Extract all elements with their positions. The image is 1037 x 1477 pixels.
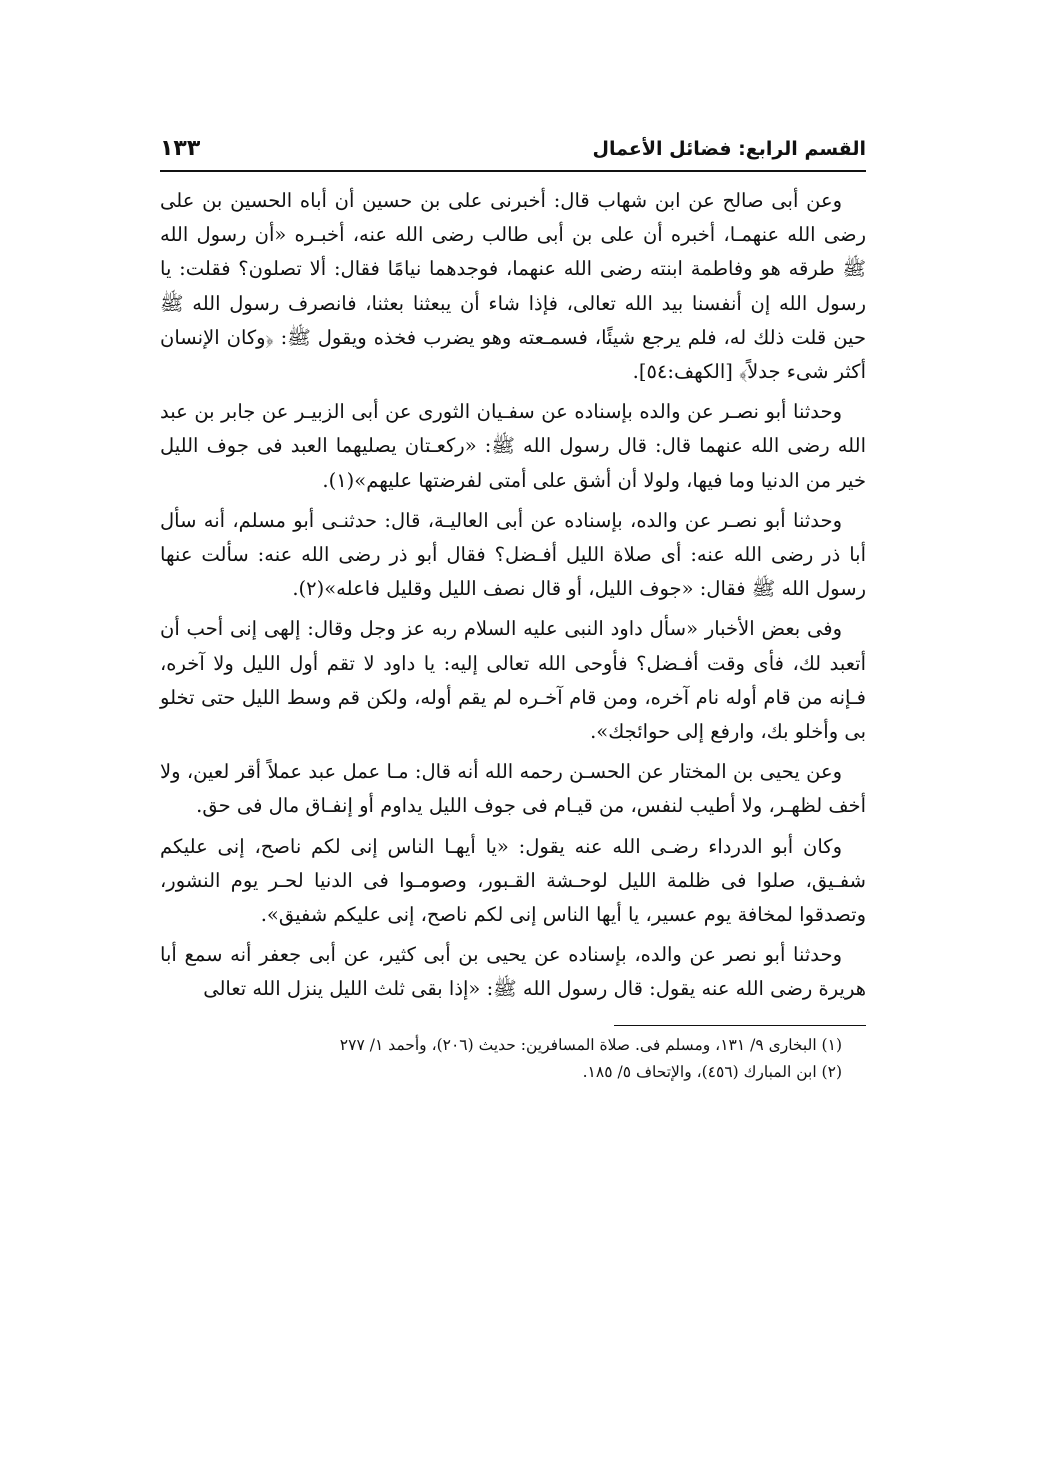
page-header [160,130,866,170]
running-title: القسم الرابع: فضائل الأعمال [592,138,866,160]
body-text [160,184,866,1007]
paragraph: وعن يحيى بن المختار عن الحسـن رحمه الله أنه قال: مـا عمل عبد عملاً أقر لعين، ولا أخف لظهـر، ولا أطيب لنفس، من قيـام فى جوف الليل يداوم أو إنفـاق مال فى حق. [160,760,866,818]
paragraph: وحدثنا أبو نصـر عن والده بإسناده عن سفـيان الثورى عن أبى الزبيـر عن جابر بن عبد الله رضى الله عنهما قال: قال رسول الله ﷺ: «ركعـتان يصليهما العبد فى جوف الليل خير من الدنيا وما فيها، ولولا أن أشق على أمتى لفرضتها عليهم»(١). [160,400,866,492]
paragraph: وفى بعض الأخبار «سأل داود النبى عليه السلام ربه عز وجل وقال: إلهى إنى أحب أن أتعبد لك، فأى وقت أفـضل؟ فأوحى الله تعالى إليه: يا داود لا تقم أول الليل ولا آخره، فـإنه من قام أوله نام آخره، ومن قام آخـره لم يقم أوله، ولكن قم وسط الليل حتى تخلو بى وأخلو بك، وارفع إلى حوائجك». [160,617,866,744]
paragraph: وحدثنا أبو نصر عن والده، بإسناده عن يحيى بن أبى كثير، عن أبى جعفر أنه سمع أبا هريرة رضى الله عنه يقول: قال رسول الله ﷺ: «إذا بقى ثلث الليل ينزل الله تعالى [160,943,866,1001]
paragraph: وحدثنا أبو نصـر عن والده، بإسناده عن أبى العاليـة، قال: حدثنـى أبو مسلم، أنه سأل أبا ذر رضى الله عنه: أى صلاة الليل أفـضل؟ فقال أبو ذر رضى الله عنه: سألت عنها رسول الله ﷺ فقال: «جوف الليل، أو قال نصف الليل وقليل فاعله»(٢). [160,508,866,601]
footnotes [160,1032,866,1086]
paragraph: وكان أبو الدرداء رضـى الله عنه يقول: «يا أيهـا الناس إنى لكم ناصح، إنى عليكم شفـيق، صلوا فى ظلمة الليل لوحـشة القـبور، وصومـوا فى الدنيا لحـر يوم النشور، وتصدقوا لمخافة يوم عسير، يا أيها الناس إنى لكم ناصح، إنى عليكم شفيق». [160,834,866,927]
footnote-rule [614,1025,866,1026]
header-rule [160,170,866,172]
book-page [160,130,866,1086]
footnote: (٢) ابن المبارك (٤٥٦)، والإتحاف ٥/ ١٨٥. [582,1062,842,1081]
footnote: (١) البخارى ٩/ ١٣١، ومسلم فى. صلاة المسافرين: حديث (٢٠٦)، وأحمد ١/ ٢٧٧ [339,1035,842,1054]
page-number: ١٣٣ [160,136,201,161]
paragraph: وعن أبى صالح عن ابن شهاب قال: أخبرنى على بن حسين أن أباه الحسين بن على رضى الله عنهمـا، أخبره أن على بن أبى طالب رضى الله عنه، أخبـره «أن رسول الله ﷺ طرقه هو وفاطمة ابنته رضى الله عنهما، فوجدهما نيامًا فقال: ألا تصلون؟ فقلت: يا رسول الله إن أنفسنا بيد الله تعالى، فإذا شاء أن يبعثنا بعثنا، فانصرف رسول الله ﷺ حين قلت ذلك له، فلم يرجع شيئًا، فسمـعته وهو يضرب فخذه ويقول ﷺ: ﴿وكان الإنسان أكثر شىء جدلاً﴾ [الكهف:٥٤]. [160,189,866,384]
